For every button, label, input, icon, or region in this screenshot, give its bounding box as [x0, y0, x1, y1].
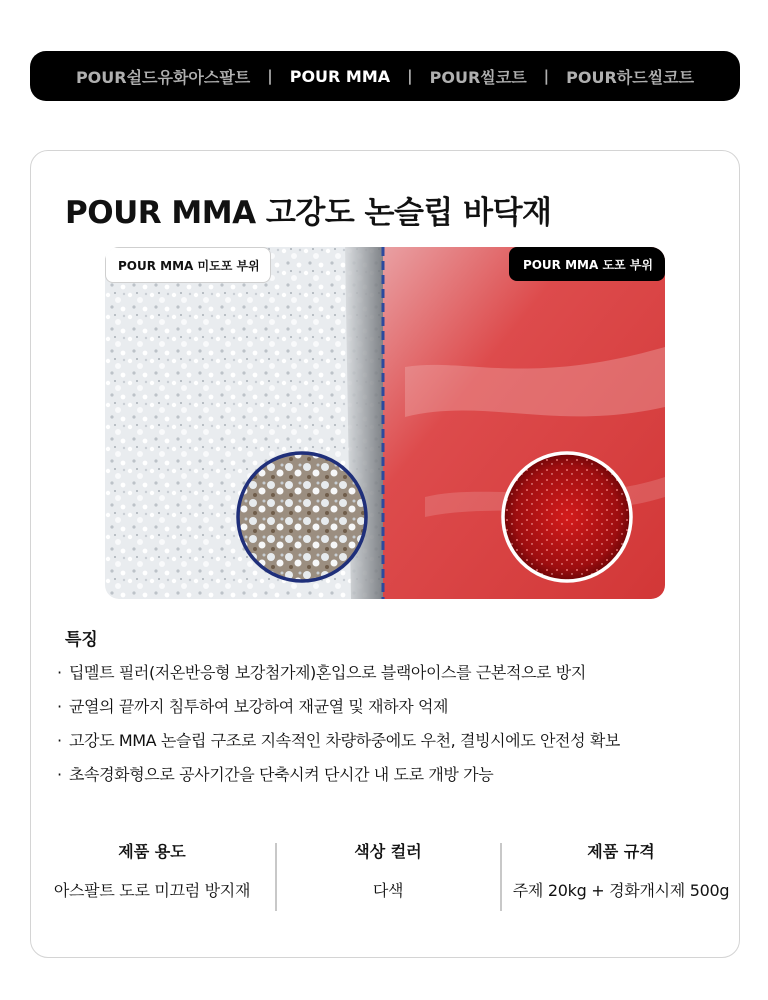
- spec-usage-label: 제품 용도: [118, 842, 186, 861]
- nav-separator: |: [407, 67, 413, 85]
- spec-color-value: 다색: [372, 881, 404, 900]
- spec-size-label: 제품 규격: [587, 842, 655, 861]
- spec-table: [31, 839, 739, 911]
- uncoated-area-label: POUR MMA 미도포 부위: [105, 247, 271, 283]
- features-list: [57, 656, 620, 792]
- product-nav-bar: [30, 51, 740, 101]
- spec-color-label: 색상 컬러: [354, 842, 422, 861]
- nav-item-shield-asphalt[interactable]: POUR쉴드유화아스팔트: [75, 67, 251, 87]
- nav-item-pour-mma[interactable]: POUR MMA: [289, 66, 391, 86]
- red-closeup-circle: [503, 453, 631, 581]
- spec-usage: [31, 839, 273, 901]
- features-heading: 특징: [65, 630, 98, 650]
- product-card: [30, 150, 740, 958]
- spec-color: [277, 839, 499, 901]
- nav-separator: |: [267, 67, 273, 85]
- nav-item-hard-seal-coat[interactable]: POUR하드씰코트: [566, 67, 695, 87]
- feature-item: · 딥멜트 필러(저온반응형 보강첨가제)혼입으로 블랙아이스를 근본적으로 방지: [57, 663, 586, 682]
- spec-size-value: 주제 20kg + 경화개시제 500g: [512, 881, 730, 900]
- spec-divider: [500, 843, 502, 911]
- feature-item: · 고강도 MMA 논슬립 구조로 지속적인 차량하중에도 우천, 결빙시에도 안전성 확보: [57, 731, 620, 750]
- product-title: POUR MMA 고강도 논슬립 바닥재: [65, 195, 552, 231]
- spec-size: [503, 839, 739, 901]
- comparison-photo: [105, 247, 665, 599]
- feature-item: · 초속경화형으로 공사기간을 단축시켜 단시간 내 도로 개방 가능: [57, 765, 494, 784]
- coated-area-label: POUR MMA 도포 부위: [509, 247, 665, 281]
- spec-usage-value: 아스팔트 도로 미끄럼 방지재: [53, 881, 251, 900]
- feature-item: · 균열의 끝까지 침투하여 보강하여 재균열 및 재하자 억제: [57, 697, 449, 716]
- snow-closeup-circle: [238, 453, 366, 581]
- nav-item-seal-coat[interactable]: POUR씰코트: [429, 67, 527, 87]
- comparison-illustration: [105, 247, 665, 599]
- nav-separator: |: [543, 67, 550, 85]
